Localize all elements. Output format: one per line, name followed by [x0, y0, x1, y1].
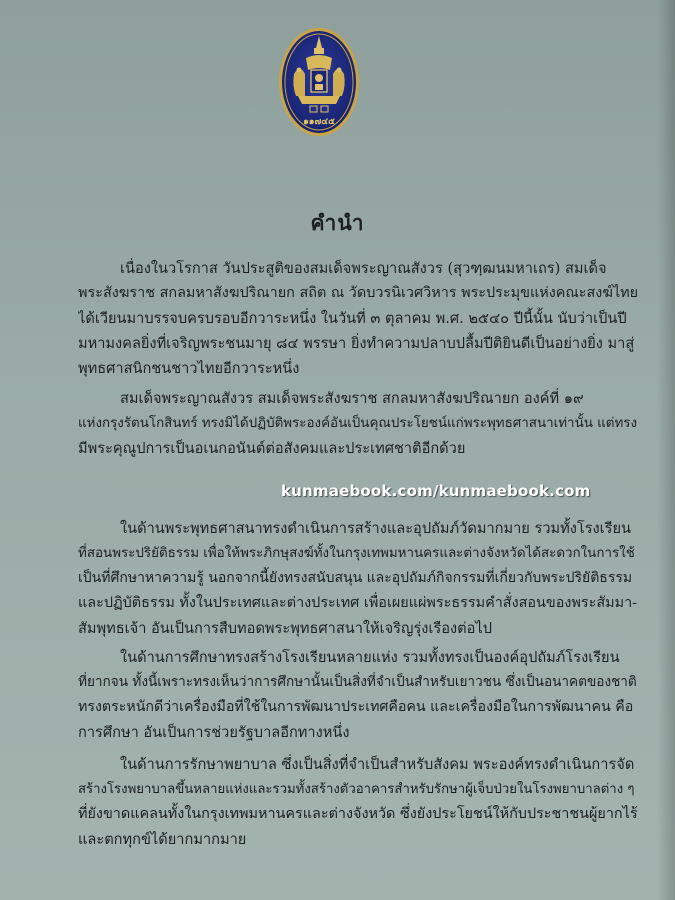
- text-line: ในด้านการรักษาพยาบาล ซึ่งเป็นสิ่งที่จำเป็นสำหรับสังคม พระองค์ทรงดำเนินการจัด: [120, 756, 635, 773]
- text-line: มหามงคลยิ่งที่เจริญพระชนมายุ ๘๔ พรรษา ยิ่งทำความปลาบปลื้มปีติยินดีเป็นอย่างยิ่ง มาสู่: [78, 335, 635, 352]
- watermark-text: kunmaebook.com/kunmaebook.com: [281, 482, 591, 500]
- text-line: ในด้านพระพุทธศาสนาทรงดำเนินการสร้างและอุปถัมภ์วัดมากมาย รวมทั้งโรงเรียน: [120, 520, 632, 537]
- paragraph-4: [78, 645, 638, 745]
- text-line: ได้เวียนมาบรรจบครบรอบอีกวาระหนึ่ง ในวันที่ ๓ ตุลาคม พ.ศ. ๒๕๔๐ ปีนี้นั้น นับว่าเป็นปี: [78, 310, 627, 327]
- paragraph-3: [78, 516, 638, 641]
- text-line: พระสังฆราช สกลมหาสังฆปริณายก สถิต ณ วัดบวรนิเวศวิหาร พระประมุขแห่งคณะสงฆ์ไทย: [78, 285, 638, 301]
- text-line: สัมพุทธเจ้า อันเป็นการสืบทอดพระพุทธศาสนาให้เจริญรุ่งเรืองต่อไป: [78, 620, 492, 637]
- page-edge-shadow: [657, 0, 675, 900]
- text-line: ที่ยังขาดแคลนทั้งในกรุงเทพมหานครและต่างจังหวัด ซึ่งยังประโยชน์ให้กับประชาชนผู้ยากไร้: [78, 806, 638, 822]
- paragraph-5: [78, 752, 638, 852]
- text-line: การศึกษา อันเป็นการช่วยรัฐบาลอีกทางหนึ่ง: [78, 724, 350, 741]
- royal-seal-icon: [278, 26, 360, 138]
- text-line: ทรงตระหนักดีว่าเครื่องมือที่ใช้ในการพัฒนาประเทศคือคน และเครื่องมือในการพัฒนาคน คือ: [78, 699, 634, 715]
- text-line: เนื่องในวโรกาส วันประสูติของสมเด็จพระญาณสังวร (สุวฑฺฒนมหาเถร) สมเด็จ: [120, 260, 607, 277]
- text-line: สร้างโรงพยาบาลขึ้นหลายแห่งและรวมทั้งสร้างตัวอาคารสำหรับรักษาผู้เจ็บป่วยในโรงพยาบาลต่าง ๆ: [78, 782, 635, 797]
- text-line: พุทธศาสนิกชนชาวไทยอีกวาระหนึ่ง: [78, 360, 300, 377]
- paragraph-2: [78, 386, 638, 461]
- text-line: แห่งกรุงรัตนโกสินทร์ ทรงมิได้ปฏิบัติพระองค์อันเป็นคุณประโยชน์แก่พระพุทธศาสนาเท่านั้น แต่ทรง: [78, 416, 638, 431]
- text-line: และตกทุกข์ได้ยากมากมาย: [78, 831, 247, 848]
- svg-text:๑๑๗๔๕: ๑๑๗๔๕: [303, 117, 335, 127]
- text-line: มีพระคุณูปการเป็นอเนกอนันต์ต่อสังคมและประเทศชาติอีกด้วย: [78, 440, 466, 457]
- text-line: สมเด็จพระญาณสังวร สมเด็จพระสังฆราช สกลมหาสังฆปริณายก องค์ที่ ๑๙: [120, 390, 584, 407]
- paragraph-1: [78, 256, 638, 381]
- text-line: ที่ยากจน ทั้งนี้เพราะทรงเห็นว่าการศึกษานั้นเป็นสิ่งที่จำเป็นสำหรับเยาวชน ซึ่งเป็นอนาคตของชาติ: [78, 674, 637, 690]
- text-line: เป็นที่ศึกษาหาความรู้ นอกจากนี้ยังทรงสนับสนุน และอุปถัมภ์กิจกรรมที่เกี่ยวกับพระปริยัติธรรม: [78, 570, 633, 586]
- text-line: ที่สอนพระปริยัติธรรม เพื่อให้พระภิกษุสงฆ์ทั้งในกรุงเทพมหานครและต่างจังหวัดได้สะดวกในการใช้: [78, 546, 635, 561]
- text-line: ในด้านการศึกษาทรงสร้างโรงเรียนหลายแห่ง รวมทั้งทรงเป็นองค์อุปถัมภ์โรงเรียน: [120, 649, 620, 666]
- page-title: คำนำ: [310, 210, 365, 235]
- text-line: และปฏิบัติธรรม ทั้งในประเทศและต่างประเทศ เพื่อเผยแผ่พระธรรมคำสั่งสอนของพระสัมมา-: [78, 595, 638, 611]
